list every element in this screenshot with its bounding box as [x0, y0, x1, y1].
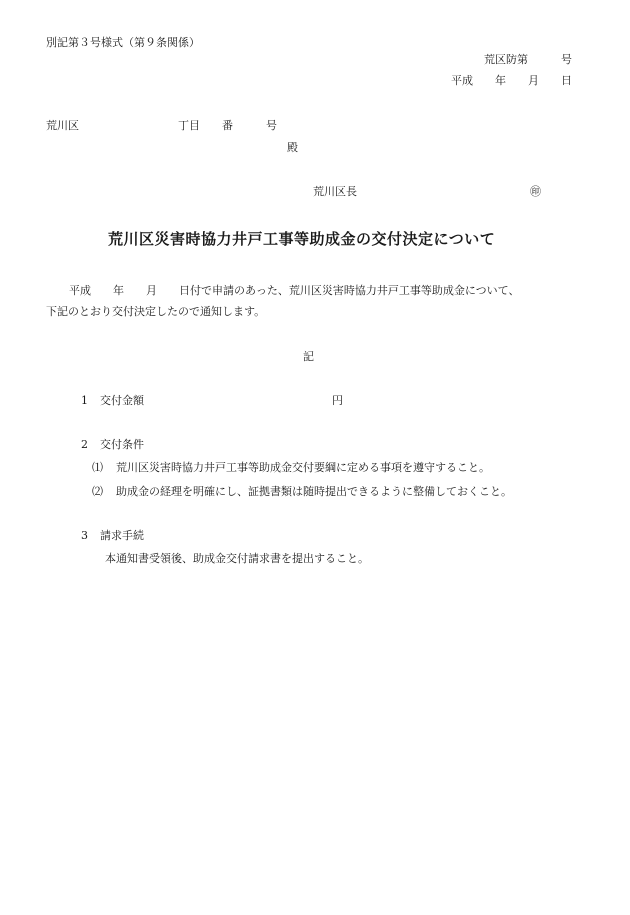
body-line-2: 下記のとおり交付決定したので通知します。	[46, 305, 266, 318]
item-1-number: 1	[81, 394, 88, 407]
item-3-label: 請求手続	[100, 529, 144, 542]
addressee-honorific: 殿	[287, 141, 298, 154]
condition-1-marker: ⑴	[92, 461, 103, 474]
issue-date: 平成 年 月 日	[451, 74, 572, 87]
item-2-label: 交付条件	[100, 438, 144, 451]
condition-2-text: 助成金の経理を明確にし、証拠書類は随時提出できるように整備しておくこと。	[116, 485, 512, 498]
condition-1-text: 荒川区災害時協力井戸工事等助成金交付要綱に定める事項を遵守すること。	[116, 461, 490, 474]
issuer-title: 荒川区長	[313, 185, 357, 198]
item-3-number: 3	[81, 529, 88, 542]
document-title: 荒川区災害時協力井戸工事等助成金の交付決定について	[108, 230, 496, 248]
body-line-1: 平成 年 月 日付で申請のあった、荒川区災害時協力井戸工事等助成金について、	[69, 284, 520, 297]
item-1-unit: 円	[332, 394, 343, 407]
claim-procedure-text: 本通知書受領後、助成金交付請求書を提出すること。	[105, 552, 369, 565]
ki-heading: 記	[303, 350, 314, 363]
condition-2-marker: ⑵	[92, 485, 103, 498]
addressee-address: 荒川区 丁目 番 号	[46, 119, 277, 132]
seal-mark: ㊞	[530, 185, 541, 198]
document-number: 荒区防第 号	[484, 53, 572, 66]
item-2-number: 2	[81, 438, 88, 451]
item-1-label: 交付金額	[100, 394, 144, 407]
form-label: 別記第３号様式（第９条関係）	[46, 36, 200, 49]
